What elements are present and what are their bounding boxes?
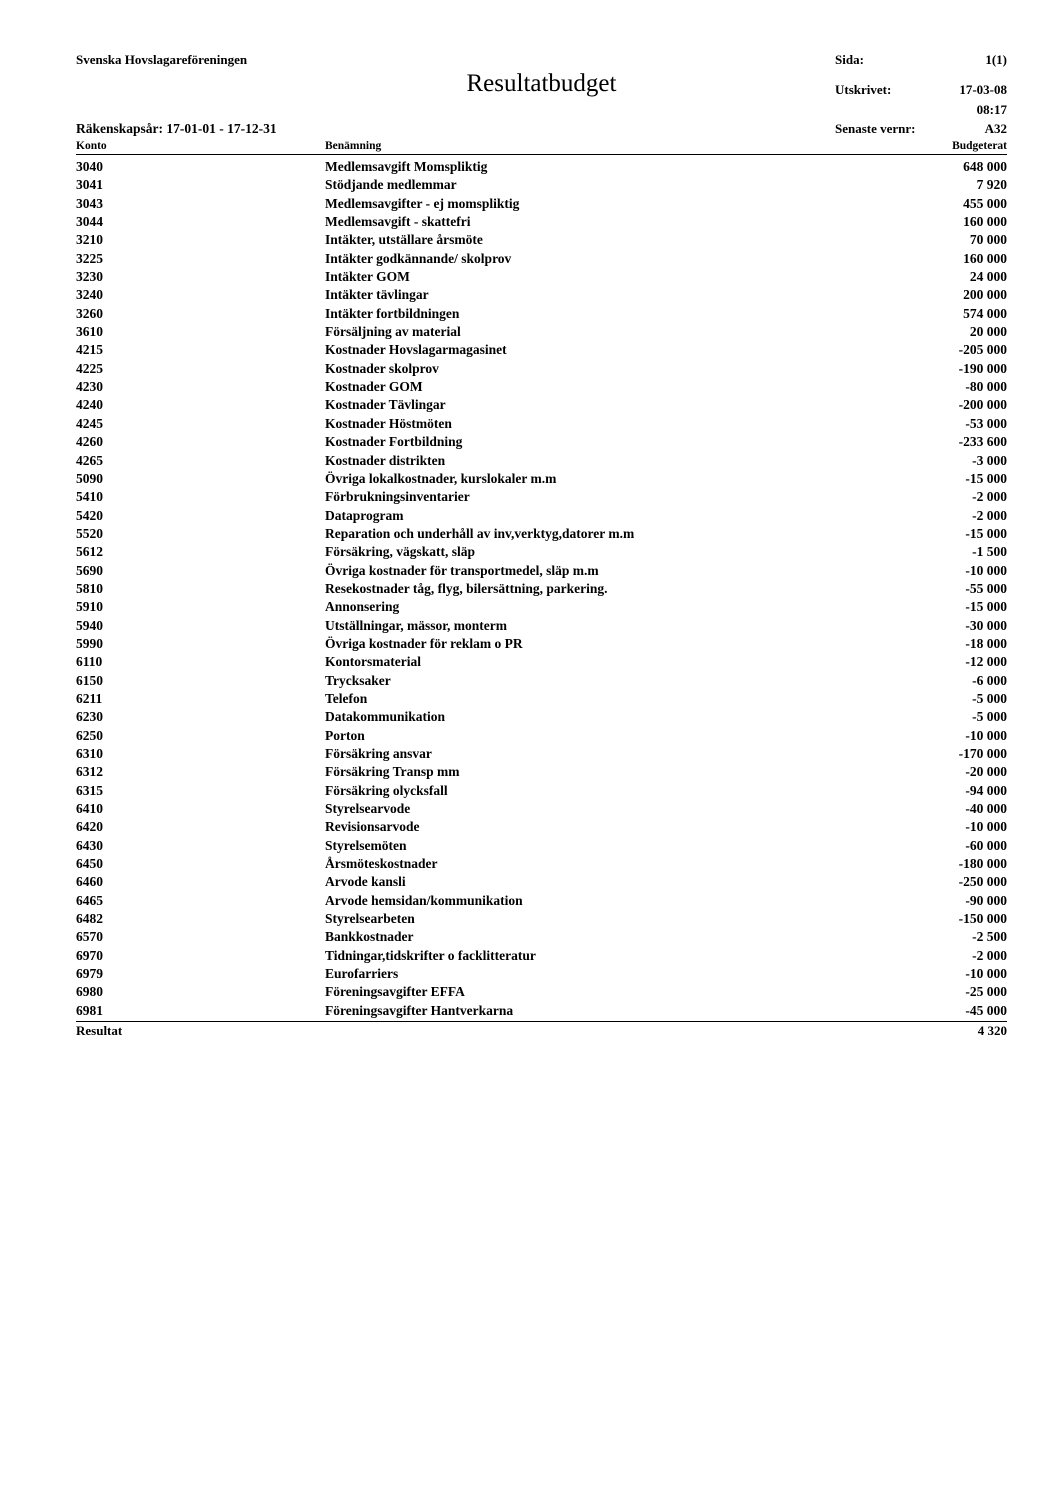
table-row	[76, 873, 1007, 891]
table-row	[76, 323, 1007, 341]
table-row	[76, 782, 1007, 800]
table-row	[76, 635, 1007, 653]
account-name: Datakommunikation	[325, 709, 446, 725]
account-number: 6312	[76, 764, 103, 780]
account-name: Intäkter tävlingar	[325, 287, 429, 303]
account-name: Övriga kostnader för reklam o PR	[325, 635, 523, 651]
column-header-budgeterat: Budgeterat	[952, 140, 1007, 152]
account-number: 6150	[76, 672, 103, 688]
account-name: Övriga kostnader för transportmedel, släp m.m	[325, 562, 599, 578]
account-name: Porton	[325, 727, 365, 743]
account-number: 4260	[76, 434, 103, 450]
budget-amount: -45 000	[965, 1002, 1007, 1018]
account-number: 6460	[76, 874, 103, 890]
account-name: Kostnader Hovslagarmagasinet	[325, 342, 507, 358]
account-name: Försäkring, vägskatt, släp	[325, 544, 476, 560]
account-number: 6482	[76, 911, 103, 927]
account-name: Intäkter GOM	[325, 269, 410, 285]
table-row	[76, 653, 1007, 671]
account-number: 6450	[76, 856, 103, 872]
table-row	[76, 598, 1007, 616]
account-number: 5990	[76, 635, 103, 651]
budget-amount: 160 000	[963, 214, 1007, 230]
column-header-konto: Konto	[76, 140, 107, 152]
budget-amount: -3 000	[972, 452, 1007, 468]
table-row	[76, 341, 1007, 359]
account-name: Kostnader skolprov	[325, 360, 439, 376]
budget-amount: -30 000	[965, 617, 1007, 633]
account-name: Medlemsavgifter - ej momspliktig	[325, 195, 520, 211]
table-row	[76, 983, 1007, 1001]
account-number: 5810	[76, 580, 103, 596]
budget-amount: -233 600	[958, 434, 1007, 450]
account-number: 6430	[76, 837, 103, 853]
budget-amount: -20 000	[965, 764, 1007, 780]
table-row	[76, 525, 1007, 543]
account-number: 6980	[76, 984, 103, 1000]
printed-time: 08:17	[976, 102, 1007, 117]
table-row	[76, 360, 1007, 378]
fiscal-year: Räkenskapsår: 17-01-01 - 17-12-31	[76, 121, 277, 136]
account-name: Intäkter fortbildningen	[325, 305, 460, 321]
account-name: Medlemsavgift Momspliktig	[325, 159, 488, 174]
account-number: 6315	[76, 782, 103, 798]
account-number: 3040	[76, 159, 103, 174]
account-name: Kostnader GOM	[325, 379, 423, 395]
account-number: 3041	[76, 177, 103, 193]
account-number: 6420	[76, 819, 103, 835]
table-row	[76, 176, 1007, 194]
account-number: 6970	[76, 947, 103, 963]
budget-amount: -12 000	[965, 654, 1007, 670]
table-row	[76, 910, 1007, 928]
account-name: Tidningar,tidskrifter o facklitteratur	[325, 947, 536, 963]
budget-amount: -90 000	[965, 892, 1007, 908]
account-number: 3260	[76, 305, 103, 321]
budget-amount: -25 000	[965, 984, 1007, 1000]
account-name: Dataprogram	[325, 507, 404, 523]
budget-amount: -150 000	[958, 911, 1007, 927]
budget-amount: -94 000	[965, 782, 1007, 798]
budget-amount: -15 000	[965, 599, 1007, 615]
account-name: Försäkring olycksfall	[325, 782, 448, 798]
table-row	[76, 562, 1007, 580]
account-number: 6981	[76, 1002, 103, 1018]
budget-amount: -190 000	[958, 360, 1007, 376]
table-row	[76, 928, 1007, 946]
table-row	[76, 727, 1007, 745]
table-row	[76, 617, 1007, 635]
budget-amount: -10 000	[965, 562, 1007, 578]
account-number: 5420	[76, 507, 103, 523]
account-number: 5612	[76, 544, 103, 560]
account-name: Arvode hemsidan/kommunikation	[325, 892, 523, 908]
account-name: Stödjande medlemmar	[325, 177, 457, 193]
account-number: 4240	[76, 397, 103, 413]
account-name: Styrelsearbeten	[325, 911, 415, 927]
budget-amount: -10 000	[965, 727, 1007, 743]
budget-amount: 574 000	[963, 305, 1007, 321]
table-row	[76, 947, 1007, 965]
account-number: 4265	[76, 452, 103, 468]
table-row	[76, 672, 1007, 690]
account-name: Årsmöteskostnader	[325, 856, 438, 872]
table-row	[76, 415, 1007, 433]
account-number: 6410	[76, 801, 103, 817]
table-row	[76, 452, 1007, 470]
account-name: Arvode kansli	[325, 874, 406, 890]
account-name: Övriga lokalkostnader, kurslokaler m.m	[325, 470, 557, 486]
account-number: 5090	[76, 470, 103, 486]
budget-amount: -2 500	[972, 929, 1007, 945]
table-row	[76, 250, 1007, 268]
account-number: 4230	[76, 379, 103, 395]
account-name: Revisionsarvode	[325, 819, 420, 835]
account-name: Styrelsemöten	[325, 837, 407, 853]
printed-date: 17-03-08	[959, 82, 1007, 97]
table-row	[76, 268, 1007, 286]
budget-amount: -55 000	[965, 580, 1007, 596]
account-number: 5520	[76, 525, 103, 541]
account-name: Förbrukningsinventarier	[325, 489, 470, 505]
budget-amount: -80 000	[965, 379, 1007, 395]
table-row	[76, 543, 1007, 561]
budget-amount: 160 000	[963, 250, 1007, 266]
table-row	[76, 965, 1007, 983]
table-row	[76, 708, 1007, 726]
account-number: 3043	[76, 195, 103, 211]
table-row	[76, 855, 1007, 873]
account-name: Kostnader distrikten	[325, 452, 446, 468]
budget-amount: -170 000	[958, 746, 1007, 761]
account-name: Bankkostnader	[325, 929, 414, 945]
account-name: Utställningar, mässor, monterm	[325, 617, 507, 633]
account-name: Kostnader Höstmöten	[325, 415, 452, 431]
table-row	[76, 305, 1007, 323]
account-number: 6465	[76, 892, 103, 908]
table-row	[76, 286, 1007, 304]
account-number: 5940	[76, 617, 103, 633]
account-number: 4215	[76, 342, 103, 358]
account-name: Styrelsearvode	[325, 801, 411, 817]
printed-label: Utskrivet:	[835, 82, 892, 97]
account-name: Försäkring Transp mm	[325, 764, 460, 780]
result-value: 4 320	[977, 1023, 1007, 1039]
account-number: 3240	[76, 287, 103, 303]
budget-amount: -205 000	[958, 342, 1007, 358]
budget-amount: -53 000	[965, 415, 1007, 431]
account-name: Medlemsavgift - skattefri	[325, 214, 471, 230]
table-row	[76, 690, 1007, 708]
account-number: 3230	[76, 269, 103, 285]
account-number: 6230	[76, 709, 103, 725]
budget-amount: 7 920	[976, 177, 1007, 193]
account-name: Annonsering	[325, 599, 400, 615]
budget-amount: 648 000	[963, 159, 1007, 174]
account-number: 4225	[76, 360, 103, 376]
budget-amount: -15 000	[965, 470, 1007, 486]
budget-amount: -10 000	[965, 966, 1007, 982]
budget-amount: -5 000	[972, 690, 1007, 706]
table-row	[76, 433, 1007, 451]
account-number: 3210	[76, 232, 103, 248]
budget-amount: -40 000	[965, 801, 1007, 817]
account-number: 4245	[76, 415, 103, 431]
table-row	[76, 892, 1007, 910]
account-number: 5690	[76, 562, 103, 578]
budget-amount: -6 000	[972, 672, 1007, 688]
account-number: 3044	[76, 214, 103, 230]
table-row	[76, 378, 1007, 396]
budget-amount: -60 000	[965, 837, 1007, 853]
account-name: Kostnader Fortbildning	[325, 434, 463, 450]
account-number: 3610	[76, 324, 103, 340]
version-number: A32	[984, 121, 1007, 136]
account-name: Försäljning av material	[325, 324, 461, 340]
account-number: 6250	[76, 727, 103, 743]
account-number: 5410	[76, 489, 103, 505]
budget-amount: -200 000	[958, 397, 1007, 413]
table-row	[76, 800, 1007, 818]
organization-name: Svenska Hovslagareföreningen	[76, 52, 248, 67]
table-row	[76, 507, 1007, 525]
column-header-benamning: Benämning	[325, 140, 382, 152]
budget-amount: -1 500	[972, 544, 1007, 560]
account-name: Kostnader Tävlingar	[325, 397, 446, 413]
table-row	[76, 195, 1007, 213]
budget-amount: -18 000	[965, 635, 1007, 651]
budget-amount: 20 000	[969, 324, 1007, 340]
account-name: Föreningsavgifter Hantverkarna	[325, 1002, 514, 1018]
budget-amount: -2 000	[972, 507, 1007, 523]
table-row	[76, 158, 1007, 176]
result-label: Resultat	[76, 1023, 123, 1039]
budget-amount: -2 000	[972, 489, 1007, 505]
account-name: Trycksaker	[325, 672, 391, 688]
account-name: Försäkring ansvar	[325, 746, 432, 761]
account-name: Reparation och underhåll av inv,verktyg,datorer m.m	[325, 525, 635, 541]
table-row	[76, 213, 1007, 231]
table-row	[76, 818, 1007, 836]
budget-amount: 200 000	[963, 287, 1007, 303]
account-number: 6570	[76, 929, 103, 945]
budget-table-body	[76, 158, 1007, 1020]
page-title: Resultatbudget	[466, 70, 617, 97]
account-name: Föreningsavgifter EFFA	[325, 984, 465, 1000]
account-number: 6211	[76, 690, 103, 706]
table-row	[76, 837, 1007, 855]
table-row	[76, 231, 1007, 249]
budget-amount: -5 000	[972, 709, 1007, 725]
budget-amount: 455 000	[963, 195, 1007, 211]
account-number: 6310	[76, 746, 103, 761]
budget-amount: -2 000	[972, 947, 1007, 963]
account-number: 6979	[76, 966, 103, 982]
account-number: 5910	[76, 599, 103, 615]
account-name: Telefon	[325, 690, 368, 706]
account-number: 3225	[76, 250, 103, 266]
budget-amount: -15 000	[965, 525, 1007, 541]
table-row	[76, 580, 1007, 598]
header-divider	[76, 154, 1007, 155]
budget-amount: -250 000	[958, 874, 1007, 890]
table-row	[76, 763, 1007, 781]
account-name: Resekostnader tåg, flyg, bilersättning, parkering.	[325, 580, 608, 596]
page-number: 1(1)	[985, 52, 1007, 67]
table-row	[76, 488, 1007, 506]
account-name: Intäkter, utställare årsmöte	[325, 232, 483, 248]
table-row	[76, 745, 1007, 763]
budget-amount: -180 000	[958, 856, 1007, 872]
account-number: 6110	[76, 654, 103, 670]
account-name: Kontorsmaterial	[325, 654, 421, 670]
page-label: Sida:	[835, 52, 864, 67]
budget-amount: -10 000	[965, 819, 1007, 835]
table-row	[76, 396, 1007, 414]
result-divider	[76, 1021, 1007, 1022]
budget-amount: 70 000	[969, 232, 1007, 248]
table-row	[76, 470, 1007, 488]
budget-amount: 24 000	[969, 269, 1007, 285]
table-row	[76, 1002, 1007, 1020]
account-name: Eurofarriers	[325, 966, 399, 982]
version-label: Senaste vernr:	[835, 121, 916, 136]
account-name: Intäkter godkännande/ skolprov	[325, 250, 512, 266]
